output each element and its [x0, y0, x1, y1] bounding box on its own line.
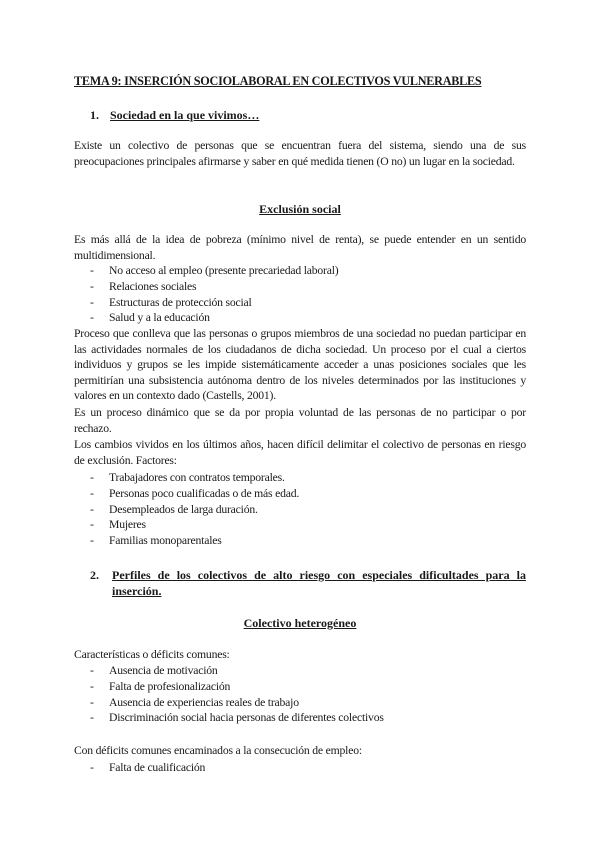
risk-factors-list	[74, 470, 526, 549]
list-item-text: Ausencia de experiencias reales de trabajo	[109, 695, 299, 709]
list-item-text: Falta de cualificación	[109, 761, 206, 774]
list-item	[74, 502, 526, 518]
dash-bullet: -	[90, 311, 94, 325]
dash-bullet: -	[90, 486, 94, 500]
exclusion-dimensions-list	[74, 263, 526, 326]
common-deficits-list	[74, 663, 526, 726]
list-item-text: No acceso al empleo (presente precariedad laboral)	[109, 264, 339, 277]
list-item-text: Ausencia de motivación	[109, 664, 218, 677]
page-title: TEMA 9: INSERCIÓN SOCIOLABORAL EN COLECTIVOS VULNERABLES	[74, 74, 482, 88]
dash-bullet: -	[90, 279, 94, 293]
dash-bullet: -	[90, 502, 94, 516]
dash-bullet: -	[90, 695, 94, 709]
list-item	[74, 517, 526, 533]
dash-bullet: -	[90, 679, 94, 693]
list-item-text: Estructuras de protección social	[109, 295, 252, 309]
list-item	[74, 486, 526, 502]
section-2-heading	[90, 567, 526, 599]
list-item	[74, 263, 526, 279]
dash-bullet: -	[90, 295, 94, 309]
list-item-text: Personas poco cualificadas o de más edad.	[109, 486, 300, 500]
list-item-text: Salud y a la educación	[109, 311, 210, 325]
list-item	[74, 695, 526, 711]
exclusion-process-paragraph: Proceso que conlleva que las personas o grupos miembros de una sociedad no puedan participar en las actividades normales de los ciudadanos de dicha sociedad. Un proceso por el cual a ciertos individuos y grupos se les impide sistemáticamente acceder a unas posiciones sociales que les permitirían una subsistencia autónoma dentro de los niveles determinados por las instituciones y valores en un contexto dado (Castells, 2001).	[74, 327, 526, 403]
exclusion-heading	[74, 202, 526, 217]
dash-bullet: -	[90, 664, 94, 677]
dash-bullet: -	[90, 471, 94, 484]
section-2-number: 2.	[90, 568, 99, 582]
heterogeneous-intro: Características o déficits comunes:	[74, 648, 230, 661]
employment-deficits-list	[74, 760, 526, 776]
list-item	[74, 710, 526, 726]
list-item-text: Falta de profesionalización	[109, 679, 231, 693]
section-1-heading	[90, 108, 259, 123]
list-item	[74, 310, 526, 326]
exclusion-definition: Es más allá de la idea de pobreza (mínimo nivel de renta), se puede entender en un sentido multidimensional.	[74, 233, 526, 262]
dash-bullet: -	[90, 711, 94, 725]
list-item	[74, 470, 526, 486]
exclusion-heading-text: Exclusión social	[259, 202, 341, 216]
list-item-text: Familias monoparentales	[109, 534, 222, 548]
exclusion-dynamic-paragraph: Es un proceso dinámico que se da por propia voluntad de las personas de no participar o por rechazo.	[74, 406, 526, 435]
section-1-number: 1.	[90, 108, 99, 122]
dash-bullet: -	[90, 761, 94, 774]
heterogeneous-heading	[74, 616, 526, 631]
list-item	[74, 279, 526, 295]
list-item	[74, 679, 526, 695]
list-item-text: Desempleados de larga duración.	[109, 502, 258, 516]
list-item	[74, 533, 526, 549]
list-item	[74, 295, 526, 311]
employment-deficits-intro: Con déficits comunes encaminados a la consecución de empleo:	[74, 744, 362, 757]
intro-paragraph: Existe un colectivo de personas que se encuentran fuera del sistema, siendo una de sus preocupaciones principales afirmarse y saber en qué medida tienen (O no) un lugar en la sociedad.	[74, 139, 526, 168]
list-item-text: Trabajadores con contratos temporales.	[109, 471, 285, 484]
list-item-text: Discriminación social hacia personas de diferentes colectivos	[109, 711, 384, 725]
section-2-title: Perfiles de los colectivos de alto riesgo con especiales dificultades para la inserción.	[112, 568, 526, 598]
list-item	[74, 760, 526, 776]
section-1-title: Sociedad en la que vivimos…	[110, 108, 260, 122]
dash-bullet: -	[90, 518, 94, 532]
list-item-text: Mujeres	[109, 518, 146, 532]
exclusion-changes-paragraph: Los cambios vividos en los últimos años, hacen difícil delimitar el colectivo de personas en riesgo de exclusión. Factores:	[74, 438, 526, 467]
list-item	[74, 663, 526, 679]
heterogeneous-heading-text: Colectivo heterogéneo	[243, 616, 357, 630]
dash-bullet: -	[90, 264, 94, 277]
dash-bullet: -	[90, 534, 94, 548]
list-item-text: Relaciones sociales	[109, 279, 197, 293]
